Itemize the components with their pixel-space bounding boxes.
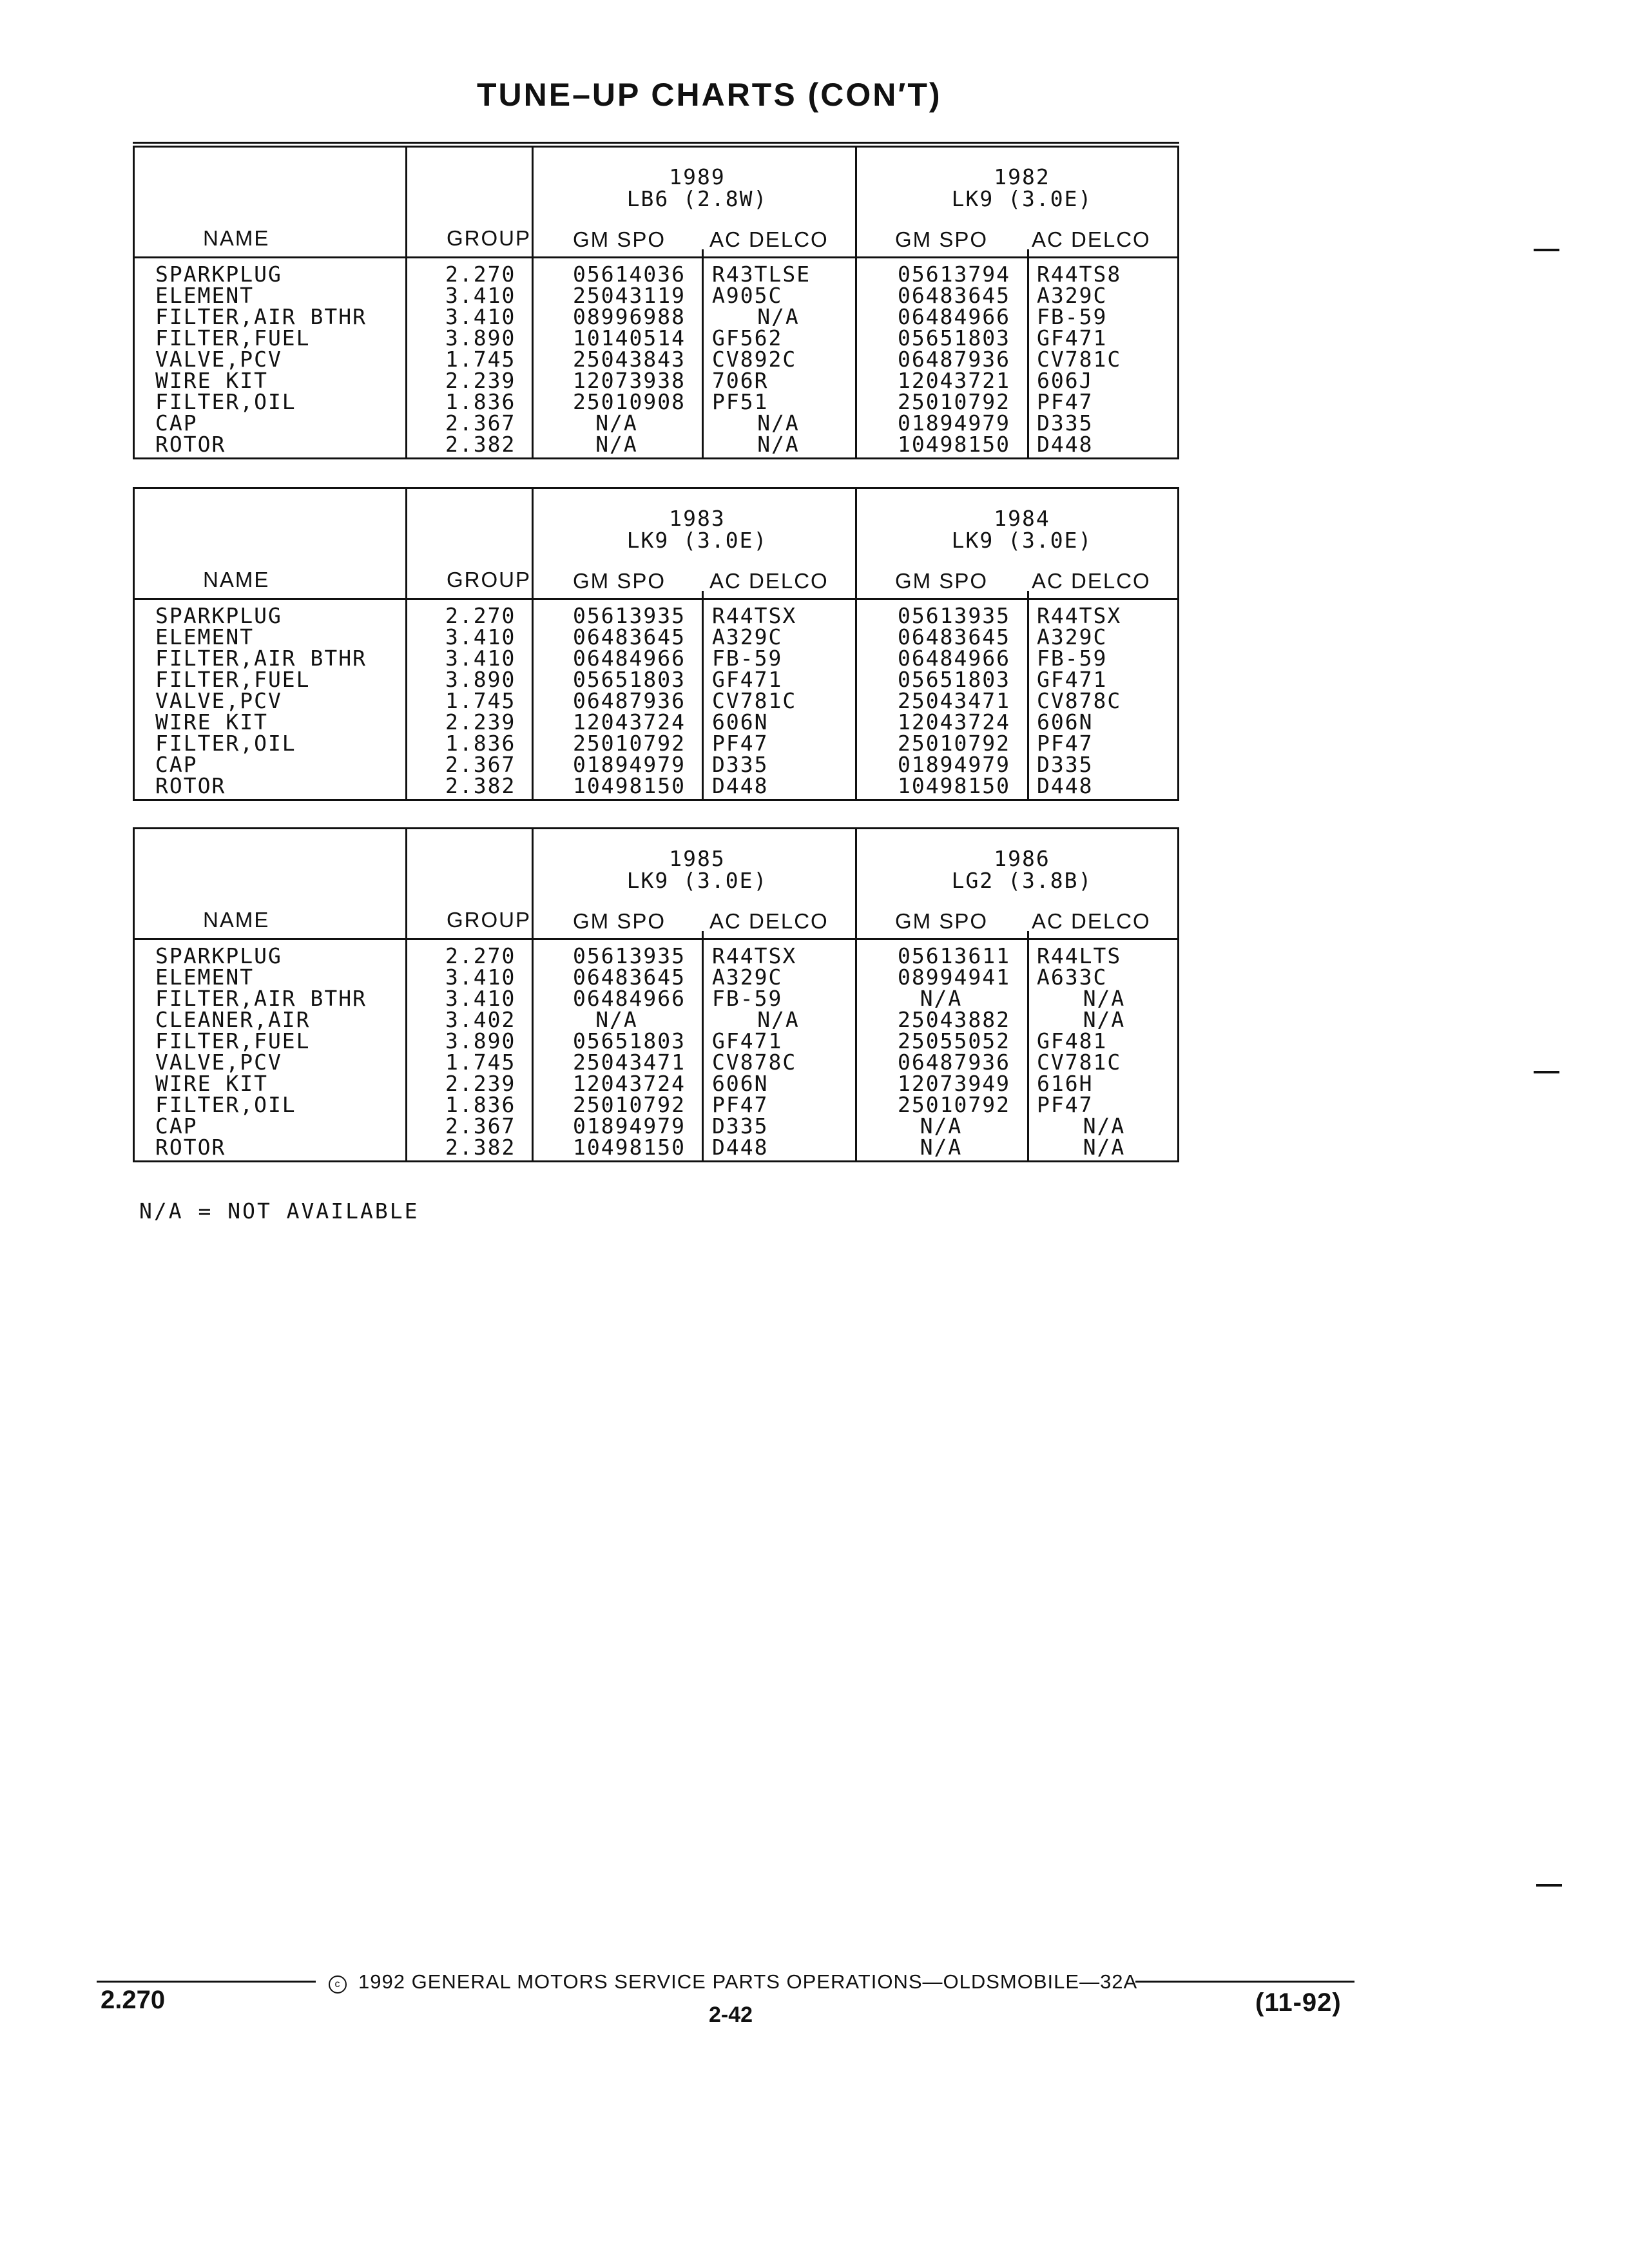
table-row — [135, 306, 1177, 327]
chart-header — [135, 489, 1177, 600]
group-header: GROUP — [447, 568, 532, 591]
table-row — [135, 1052, 1177, 1073]
left-year: 1983 — [669, 506, 726, 531]
gm-spo-number: 05651803 — [573, 1028, 686, 1053]
gm-spo-header: GM SPO — [573, 227, 666, 251]
group-code: 2.382 — [445, 1135, 516, 1160]
ac-delco-header: AC DELCO — [1032, 909, 1151, 933]
table-row — [135, 648, 1177, 669]
gm-spo-number: 05613935 — [898, 603, 1010, 628]
group-code: 2.367 — [445, 752, 516, 777]
group-code: 1.836 — [445, 1092, 516, 1117]
gm-spo-number: 10140514 — [573, 325, 686, 351]
part-name: FILTER,AIR BTHR — [155, 304, 367, 329]
gm-spo-number: 25010792 — [898, 1092, 1010, 1117]
right-engine: LK9 (3.0E) — [951, 528, 1093, 553]
chart-top-rule — [133, 142, 1179, 144]
group-code: 3.410 — [445, 965, 516, 990]
ac-delco-header: AC DELCO — [709, 227, 829, 251]
ac-delco-number: R44TS8 — [1037, 262, 1122, 287]
part-name: CLEANER,AIR — [155, 1007, 311, 1032]
ac-delco-number: CV781C — [712, 688, 797, 713]
table-row — [135, 711, 1177, 733]
ac-delco-number: D335 — [712, 752, 769, 777]
ac-delco-number: PF47 — [1037, 389, 1094, 414]
ac-delco-number: PF47 — [712, 731, 769, 756]
group-code: 2.382 — [445, 773, 516, 798]
chart-header — [135, 148, 1177, 258]
part-name: ROTOR — [155, 432, 226, 457]
gm-spo-number: 25043882 — [898, 1007, 1010, 1032]
part-name: CAP — [155, 1113, 198, 1139]
ac-delco-number: 606N — [712, 1071, 769, 1096]
part-name: ROTOR — [155, 1135, 226, 1160]
page-title: TUNE–UP CHARTS (CON′T) — [477, 77, 942, 113]
gm-spo-number: 01894979 — [898, 752, 1010, 777]
part-name: FILTER,FUEL — [155, 1028, 311, 1053]
gm-spo-number: 05651803 — [898, 667, 1010, 692]
gm-spo-number: 25010792 — [573, 731, 686, 756]
table-row — [135, 1073, 1177, 1094]
gm-spo-number: N/A — [920, 986, 963, 1011]
gm-spo-number: 06484966 — [898, 646, 1010, 671]
table-row — [135, 412, 1177, 434]
gm-spo-number: 25010792 — [898, 731, 1010, 756]
ac-delco-number: GF471 — [712, 667, 783, 692]
footer-page-number: 2-42 — [709, 2003, 753, 2027]
gm-spo-number: 06483645 — [898, 283, 1010, 308]
gm-spo-number: 25043471 — [573, 1050, 686, 1075]
table-row — [135, 754, 1177, 775]
gm-spo-number: 01894979 — [573, 752, 686, 777]
ac-delco-number: D335 — [1037, 410, 1094, 436]
ac-delco-number: FB-59 — [712, 986, 783, 1011]
gm-spo-number: 06483645 — [573, 624, 686, 649]
ac-delco-number: FB-59 — [1037, 304, 1108, 329]
copyright-icon: c — [329, 1975, 347, 1994]
table-row — [135, 1030, 1177, 1052]
gm-spo-number: 12043724 — [898, 709, 1010, 735]
ac-delco-number: PF47 — [712, 1092, 769, 1117]
part-name: SPARKPLUG — [155, 943, 282, 968]
part-name: WIRE KIT — [155, 709, 268, 735]
gm-spo-number: 25043119 — [573, 283, 686, 308]
part-name: SPARKPLUG — [155, 603, 282, 628]
ac-delco-number: A633C — [1037, 965, 1108, 990]
copyright-text: 1992 GENERAL MOTORS SERVICE PARTS OPERATIONS—OLDSMOBILE—32A — [358, 1970, 1138, 1993]
part-name: FILTER,FUEL — [155, 667, 311, 692]
ac-delco-number: GF471 — [712, 1028, 783, 1053]
gm-spo-number: 12073938 — [573, 368, 686, 393]
ac-delco-number: A905C — [712, 283, 783, 308]
part-name: FILTER,AIR BTHR — [155, 646, 367, 671]
footer-date-code: (11-92) — [1255, 1988, 1342, 2017]
ac-delco-number: A329C — [1037, 283, 1108, 308]
part-name: FILTER,OIL — [155, 389, 296, 414]
part-name: SPARKPLUG — [155, 262, 282, 287]
right-engine: LK9 (3.0E) — [951, 186, 1093, 211]
ac-delco-number: CV878C — [712, 1050, 797, 1075]
part-name: WIRE KIT — [155, 368, 268, 393]
ac-delco-number: 606N — [1037, 709, 1094, 735]
right-year: 1982 — [994, 164, 1050, 189]
name-header: NAME — [203, 908, 270, 932]
table-row — [135, 966, 1177, 988]
gm-spo-number: 10498150 — [898, 773, 1010, 798]
footer-group-code: 2.270 — [101, 1986, 166, 2014]
group-code: 3.410 — [445, 646, 516, 671]
ac-delco-number: PF47 — [1037, 731, 1094, 756]
right-year: 1986 — [994, 846, 1050, 871]
gm-spo-number: 05613935 — [573, 603, 686, 628]
ac-delco-number: FB-59 — [1037, 646, 1108, 671]
group-code: 3.410 — [445, 624, 516, 649]
gm-spo-header: GM SPO — [895, 909, 988, 933]
table-row — [135, 1094, 1177, 1115]
part-name: CAP — [155, 752, 198, 777]
margin-mark — [1534, 1071, 1559, 1073]
gm-spo-number: 10498150 — [573, 1135, 686, 1160]
table-row — [135, 349, 1177, 370]
gm-spo-number: 06484966 — [573, 646, 686, 671]
group-code: 3.890 — [445, 667, 516, 692]
ac-delco-number: GF481 — [1037, 1028, 1108, 1053]
group-code: 3.402 — [445, 1007, 516, 1032]
name-header: NAME — [203, 568, 270, 591]
gm-spo-number: 12073949 — [898, 1071, 1010, 1096]
ac-delco-number: FB-59 — [712, 646, 783, 671]
ac-delco-number: CV781C — [1037, 1050, 1122, 1075]
ac-delco-number: R44LTS — [1037, 943, 1122, 968]
group-code: 3.410 — [445, 986, 516, 1011]
table-row — [135, 264, 1177, 285]
group-code: 2.239 — [445, 1071, 516, 1096]
part-name: ELEMENT — [155, 624, 255, 649]
gm-spo-number: 25010792 — [573, 1092, 686, 1117]
chart-body — [135, 940, 1177, 1158]
margin-mark — [1534, 249, 1559, 251]
gm-spo-header: GM SPO — [895, 227, 988, 251]
ac-delco-number: CV892C — [712, 347, 797, 372]
ac-delco-number: D448 — [712, 1135, 769, 1160]
gm-spo-header: GM SPO — [573, 569, 666, 593]
gm-spo-number: 08994941 — [898, 965, 1010, 990]
gm-spo-number: 12043724 — [573, 709, 686, 735]
group-code: 2.367 — [445, 410, 516, 436]
table-row — [135, 605, 1177, 626]
part-name: FILTER,FUEL — [155, 325, 311, 351]
ac-delco-number: A329C — [1037, 624, 1108, 649]
gm-spo-number: N/A — [595, 432, 638, 457]
table-row — [135, 434, 1177, 455]
ac-delco-number: D448 — [1037, 773, 1094, 798]
ac-delco-number: R43TLSE — [712, 262, 811, 287]
chart-body — [135, 258, 1177, 455]
left-year: 1985 — [669, 846, 726, 871]
gm-spo-number: 05651803 — [573, 667, 686, 692]
gm-spo-number: 08996988 — [573, 304, 686, 329]
ac-delco-number: 706R — [712, 368, 769, 393]
left-engine: LK9 (3.0E) — [626, 528, 768, 553]
gm-spo-number: 06484966 — [898, 304, 1010, 329]
group-code: 1.745 — [445, 347, 516, 372]
gm-spo-number: N/A — [595, 1007, 638, 1032]
ac-delco-number: GF471 — [1037, 667, 1108, 692]
footer-rule-left — [97, 1981, 316, 1983]
ac-delco-number: N/A — [1083, 1007, 1126, 1032]
gm-spo-number: 12043724 — [573, 1071, 686, 1096]
group-code: 3.410 — [445, 283, 516, 308]
gm-spo-number: 25010792 — [898, 389, 1010, 414]
gm-spo-number: 05613611 — [898, 943, 1010, 968]
ac-delco-header: AC DELCO — [1032, 227, 1151, 251]
gm-spo-header: GM SPO — [573, 909, 666, 933]
part-name: VALVE,PCV — [155, 1050, 282, 1075]
gm-spo-number: 05651803 — [898, 325, 1010, 351]
gm-spo-number: 06483645 — [898, 624, 1010, 649]
ac-delco-header: AC DELCO — [709, 909, 829, 933]
gm-spo-number: 10498150 — [898, 432, 1010, 457]
ac-delco-number: N/A — [757, 410, 800, 436]
ac-delco-number: GF562 — [712, 325, 783, 351]
group-code: 1.836 — [445, 731, 516, 756]
group-header: GROUP — [447, 226, 532, 250]
table-row — [135, 1115, 1177, 1137]
ac-delco-number: A329C — [712, 624, 783, 649]
gm-spo-number: N/A — [920, 1135, 963, 1160]
chart-body — [135, 600, 1177, 796]
gm-spo-number: 05614036 — [573, 262, 686, 287]
part-name: FILTER,OIL — [155, 731, 296, 756]
table-row — [135, 775, 1177, 796]
footer-copyright — [329, 1970, 1137, 1994]
part-name: CAP — [155, 410, 198, 436]
gm-spo-number: 06487936 — [898, 1050, 1010, 1075]
group-code: 2.367 — [445, 1113, 516, 1139]
table-row — [135, 285, 1177, 306]
ac-delco-number: CV781C — [1037, 347, 1122, 372]
ac-delco-number: 606J — [1037, 368, 1094, 393]
chart-header — [135, 829, 1177, 940]
gm-spo-number: 06483645 — [573, 965, 686, 990]
chart-table — [133, 487, 1179, 801]
ac-delco-number: R44TSX — [712, 603, 797, 628]
left-engine: LK9 (3.0E) — [626, 868, 768, 893]
table-row — [135, 1009, 1177, 1030]
ac-delco-number: N/A — [757, 432, 800, 457]
gm-spo-number: 05613794 — [898, 262, 1010, 287]
ac-delco-number: N/A — [757, 1007, 800, 1032]
left-year: 1989 — [669, 164, 726, 189]
gm-spo-header: GM SPO — [895, 569, 988, 593]
gm-spo-number: 25055052 — [898, 1028, 1010, 1053]
part-name: VALVE,PCV — [155, 688, 282, 713]
gm-spo-number: 06487936 — [898, 347, 1010, 372]
gm-spo-number: 06487936 — [573, 688, 686, 713]
ac-delco-number: R44TSX — [712, 943, 797, 968]
ac-delco-number: PF47 — [1037, 1092, 1094, 1117]
part-name: ELEMENT — [155, 965, 255, 990]
group-code: 2.239 — [445, 368, 516, 393]
ac-delco-number: R44TSX — [1037, 603, 1122, 628]
group-code: 2.270 — [445, 262, 516, 287]
group-code: 2.270 — [445, 943, 516, 968]
part-name: FILTER,OIL — [155, 1092, 296, 1117]
chart-table — [133, 827, 1179, 1162]
part-name: VALVE,PCV — [155, 347, 282, 372]
part-name: WIRE KIT — [155, 1071, 268, 1096]
ac-delco-number: N/A — [1083, 1113, 1126, 1139]
right-engine: LG2 (3.8B) — [951, 868, 1093, 893]
gm-spo-number: 01894979 — [573, 1113, 686, 1139]
table-row — [135, 370, 1177, 391]
gm-spo-number: 06484966 — [573, 986, 686, 1011]
part-name: ROTOR — [155, 773, 226, 798]
ac-delco-number: 606N — [712, 709, 769, 735]
group-code: 3.410 — [445, 304, 516, 329]
ac-delco-number: N/A — [1083, 1135, 1126, 1160]
group-code: 2.270 — [445, 603, 516, 628]
group-header: GROUP — [447, 908, 532, 932]
ac-delco-number: PF51 — [712, 389, 769, 414]
group-code: 2.239 — [445, 709, 516, 735]
group-code: 2.382 — [445, 432, 516, 457]
table-row — [135, 626, 1177, 648]
table-row — [135, 690, 1177, 711]
table-row — [135, 1137, 1177, 1158]
group-code: 3.890 — [445, 1028, 516, 1053]
ac-delco-number: A329C — [712, 965, 783, 990]
gm-spo-number: 25043843 — [573, 347, 686, 372]
group-code: 1.836 — [445, 389, 516, 414]
table-row — [135, 733, 1177, 754]
table-row — [135, 945, 1177, 966]
right-year: 1984 — [994, 506, 1050, 531]
gm-spo-number: N/A — [595, 410, 638, 436]
chart-table — [133, 146, 1179, 459]
ac-delco-header: AC DELCO — [709, 569, 829, 593]
table-row — [135, 988, 1177, 1009]
ac-delco-number: N/A — [1083, 986, 1126, 1011]
left-engine: LB6 (2.8W) — [626, 186, 768, 211]
gm-spo-number: N/A — [920, 1113, 963, 1139]
ac-delco-number: GF471 — [1037, 325, 1108, 351]
ac-delco-number: D448 — [1037, 432, 1094, 457]
ac-delco-number: CV878C — [1037, 688, 1122, 713]
gm-spo-number: 25010908 — [573, 389, 686, 414]
margin-mark — [1536, 1884, 1562, 1887]
part-name: ELEMENT — [155, 283, 255, 308]
footnote-na: N/A = NOT AVAILABLE — [139, 1198, 419, 1224]
gm-spo-number: 05613935 — [573, 943, 686, 968]
gm-spo-number: 10498150 — [573, 773, 686, 798]
ac-delco-number: D335 — [712, 1113, 769, 1139]
ac-delco-number: 616H — [1037, 1071, 1094, 1096]
ac-delco-header: AC DELCO — [1032, 569, 1151, 593]
name-header: NAME — [203, 226, 270, 250]
table-row — [135, 391, 1177, 412]
gm-spo-number: 12043721 — [898, 368, 1010, 393]
ac-delco-number: N/A — [757, 304, 800, 329]
table-row — [135, 669, 1177, 690]
table-row — [135, 327, 1177, 349]
ac-delco-number: D448 — [712, 773, 769, 798]
gm-spo-number: 25043471 — [898, 688, 1010, 713]
ac-delco-number: D335 — [1037, 752, 1094, 777]
part-name: FILTER,AIR BTHR — [155, 986, 367, 1011]
footer-rule-right — [1135, 1981, 1354, 1983]
gm-spo-number: 01894979 — [898, 410, 1010, 436]
group-code: 1.745 — [445, 1050, 516, 1075]
group-code: 1.745 — [445, 688, 516, 713]
group-code: 3.890 — [445, 325, 516, 351]
